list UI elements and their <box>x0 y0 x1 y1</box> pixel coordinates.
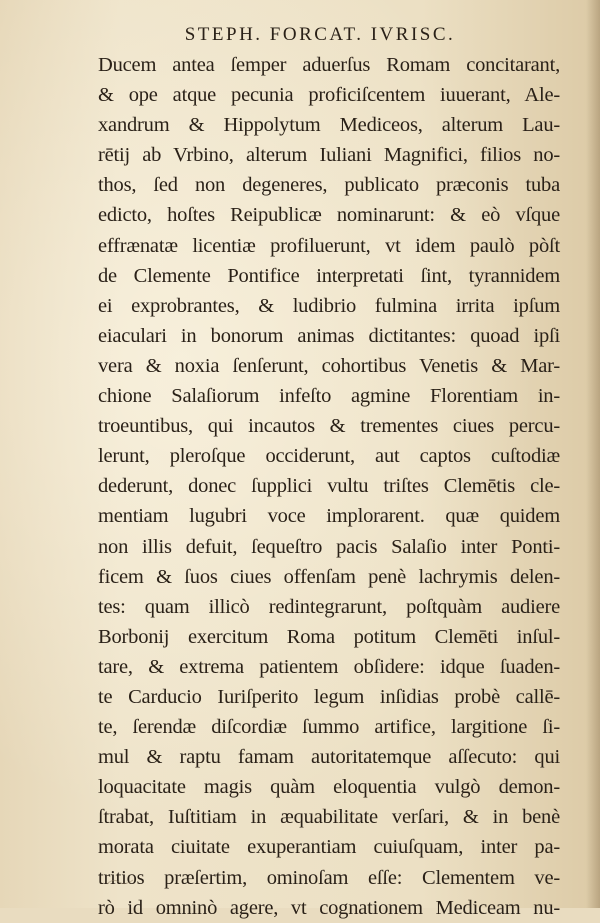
text-line: & ope atque pecunia proficiſcentem iuuerant, Ale- <box>98 84 560 107</box>
text-line: de Clemente Pontifice interpretati ſint, tyrannidem <box>98 264 560 287</box>
text-line: edicto, hoſtes Reipublicæ nominarunt: & eò vſque <box>98 204 560 227</box>
text-line: troeuntibus, qui incautos & trementes ciues percu- <box>98 415 560 438</box>
text-line: te, ſerendæ diſcordiæ ſummo artifice, largitione ſi- <box>98 716 560 739</box>
text-line: tare, & extrema patientem obſidere: idque ſuaden- <box>98 655 560 678</box>
running-head: STEPH. FORCAT. IVRISC. <box>184 24 456 45</box>
text-line: xandrum & Hippolytum Mediceos, alterum Lau- <box>98 114 560 137</box>
text-line: mentiam lugubri voce implorarent. quæ quidem <box>98 505 560 528</box>
text-line: non illis defuit, ſequeſtro pacis Salaſio inter Ponti- <box>98 535 560 558</box>
text-line: ei exprobrantes, & ludibrio fulmina irrita ipſum <box>98 294 560 317</box>
text-line: thos, ſed non degeneres, publicato præconis tuba <box>98 174 560 197</box>
text-line: tritios præſertim, ominoſam eſſe: Clementem ve- <box>98 866 560 889</box>
text-line: chione Salaſiorum infeſto agmine Florentiam in- <box>98 385 560 408</box>
text-line: effrænatæ licentiæ profiluerunt, vt idem paulò pòſt <box>98 234 560 257</box>
text-line: morata ciuitate exuperantiam cuiuſquam, inter pa- <box>98 836 560 859</box>
page-edge-shadow <box>586 0 600 908</box>
text-line: lerunt, pleroſque occiderunt, aut captos cuſtodiæ <box>98 445 560 468</box>
text-line: Ducem antea ſemper aduerſus Romam concitarant, <box>98 54 560 76</box>
text-line: rò id omninò agere, vt cognationem Mediceam nu- <box>98 896 560 919</box>
text-line: loquacitate magis quàm eloquentia vulgò demon- <box>98 776 560 799</box>
text-line: Borbonij exercitum Roma potitum Clemēti inſul- <box>98 625 560 648</box>
text-line: ſtrabat, Iuſtitiam in æquabilitate verſari, & in benè <box>98 806 560 829</box>
text-line: vera & noxia ſenſerunt, cohortibus Venetis & Mar- <box>98 354 560 377</box>
text-line: rētij ab Vrbino, alterum Iuliani Magnifici, filios no- <box>98 144 560 167</box>
text-line: dederunt, donec ſupplici vultu triſtes Clemētis cle- <box>98 475 560 498</box>
ink-mark-decoration <box>105 876 135 886</box>
text-line: ficem & ſuos ciues offenſam penè lachrymis delen- <box>98 565 560 588</box>
body-text <box>98 50 560 923</box>
text-line: eiaculari in bonorum animas dictitantes: quoad ipſi <box>98 324 560 347</box>
text-line: mul & raptu famam autoritatemque aſſecuto: qui <box>98 746 560 769</box>
text-line: tes: quam illicò redintegrarunt, poſtquàm audiere <box>98 595 560 618</box>
text-line: te Carducio Iuriſperito legum inſidias probè callē- <box>98 685 560 708</box>
